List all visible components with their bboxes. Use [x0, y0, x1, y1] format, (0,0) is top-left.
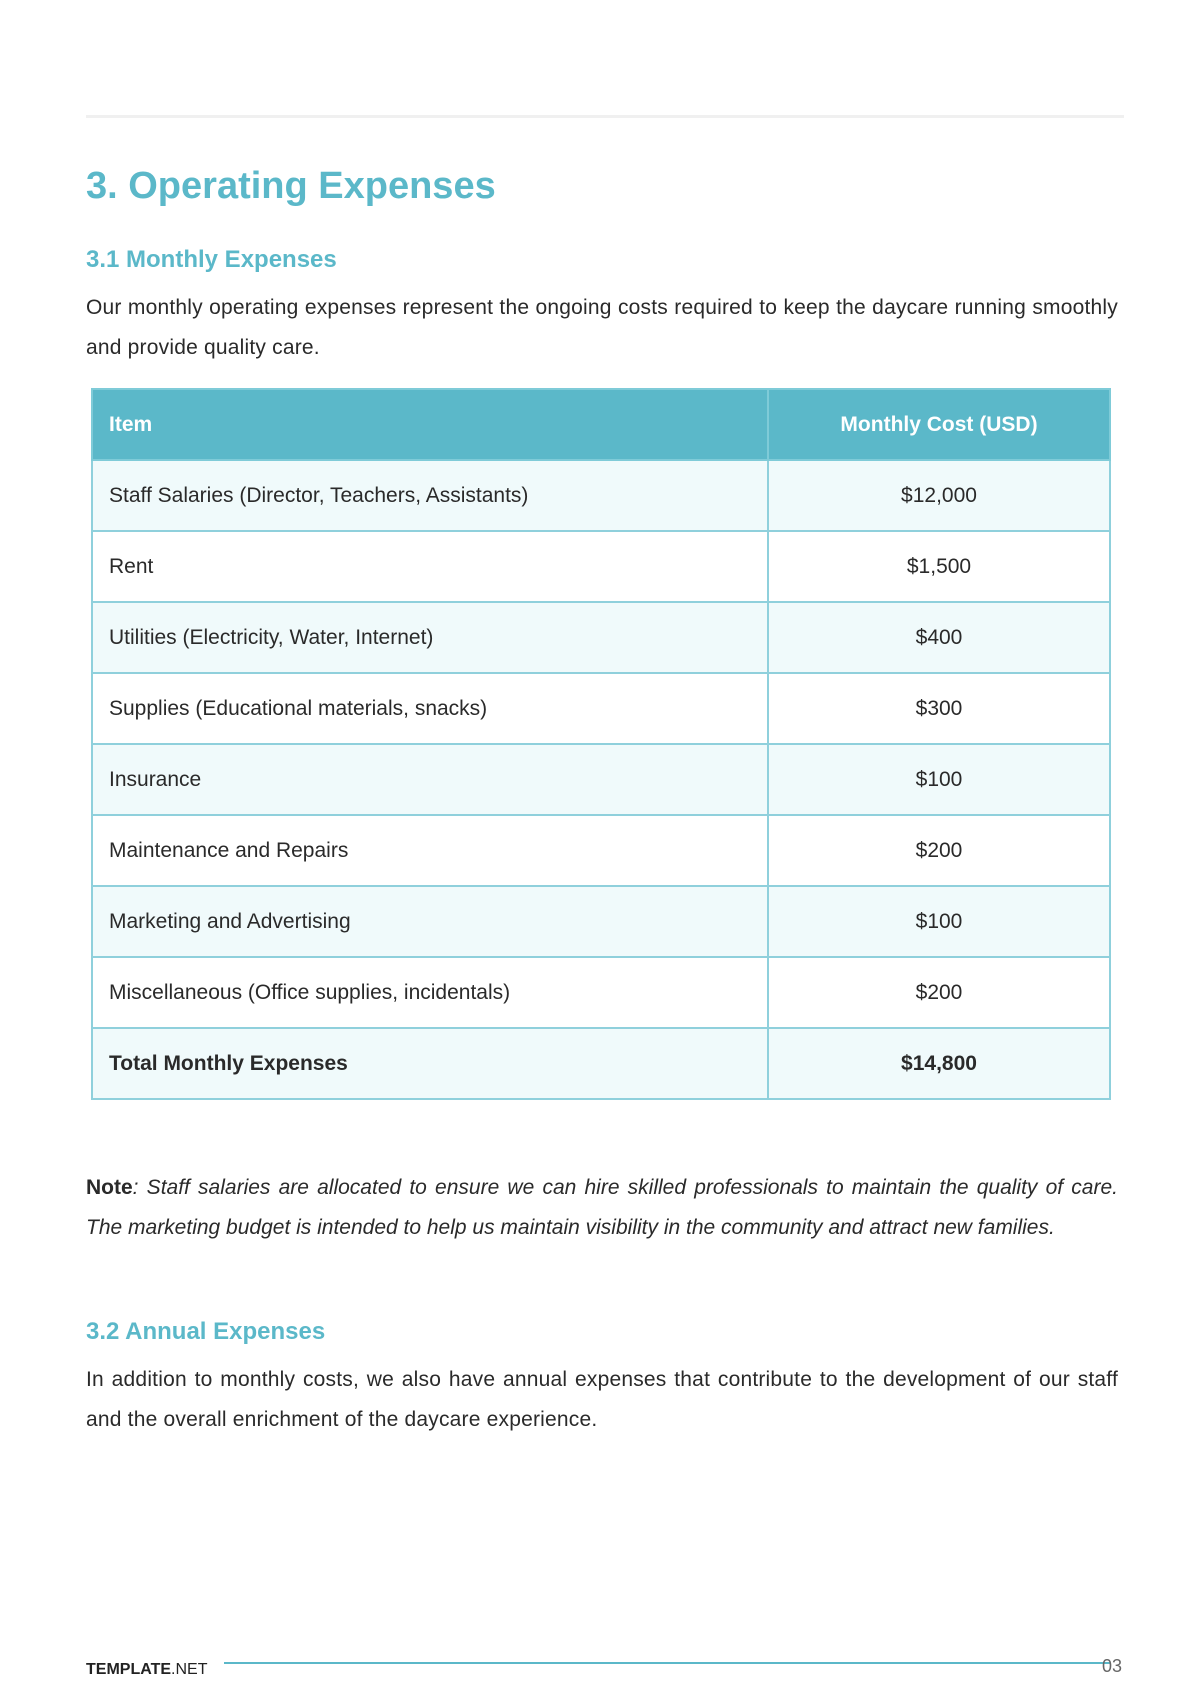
row-cost: $400: [768, 602, 1110, 673]
row-item: Supplies (Educational materials, snacks): [92, 673, 768, 744]
row-cost: $200: [768, 815, 1110, 886]
footer-divider: [224, 1662, 1110, 1664]
table-row: [92, 602, 1110, 673]
monthly-expenses-intro: Our monthly operating expenses represent the ongoing costs required to keep the daycare running smoothly and provide quality care.: [86, 296, 1118, 359]
row-item: Rent: [92, 531, 768, 602]
section-title: 3. Operating Expenses: [86, 165, 496, 207]
total-label: Total Monthly Expenses: [92, 1028, 768, 1099]
table-total-row: [92, 1028, 1110, 1099]
top-divider: [86, 115, 1124, 118]
table-row: [92, 531, 1110, 602]
column-header-item: Item: [92, 389, 768, 460]
row-cost: $100: [768, 886, 1110, 957]
page-number: 03: [1102, 1656, 1123, 1676]
row-cost: $12,000: [768, 460, 1110, 531]
row-item: Maintenance and Repairs: [92, 815, 768, 886]
table-row: [92, 957, 1110, 1028]
table-header-row: [92, 389, 1110, 460]
row-item: Staff Salaries (Director, Teachers, Assistants): [92, 460, 768, 531]
table-row: [92, 815, 1110, 886]
row-cost: $200: [768, 957, 1110, 1028]
table-row: [92, 460, 1110, 531]
note-label: Note: [86, 1176, 133, 1199]
column-header-cost: Monthly Cost (USD): [768, 389, 1110, 460]
monthly-expenses-note: [86, 1168, 1118, 1248]
table-row: [92, 744, 1110, 815]
monthly-expenses-heading: 3.1 Monthly Expenses: [86, 246, 337, 273]
annual-expenses-heading: 3.2 Annual Expenses: [86, 1318, 326, 1345]
note-text: : Staff salaries are allocated to ensure we can hire skilled professionals to maintain the quality of care. The marketing budget is intended to help us maintain visibility in the community and attract new families.: [86, 1176, 1118, 1239]
annual-expenses-intro: In addition to monthly costs, we also have annual expenses that contribute to the development of our staff and the overall enrichment of the daycare experience.: [86, 1368, 1118, 1431]
total-cost: $14,800: [768, 1028, 1110, 1099]
row-item: Utilities (Electricity, Water, Internet): [92, 602, 768, 673]
row-cost: $100: [768, 744, 1110, 815]
row-cost: $1,500: [768, 531, 1110, 602]
table-row: [92, 673, 1110, 744]
row-item: Marketing and Advertising: [92, 886, 768, 957]
footer-logo: TEMPLATE.NET: [86, 1661, 208, 1678]
row-item: Miscellaneous (Office supplies, incidentals): [92, 957, 768, 1028]
table-row: [92, 886, 1110, 957]
monthly-expenses-table: [91, 388, 1111, 1100]
row-item: Insurance: [92, 744, 768, 815]
row-cost: $300: [768, 673, 1110, 744]
